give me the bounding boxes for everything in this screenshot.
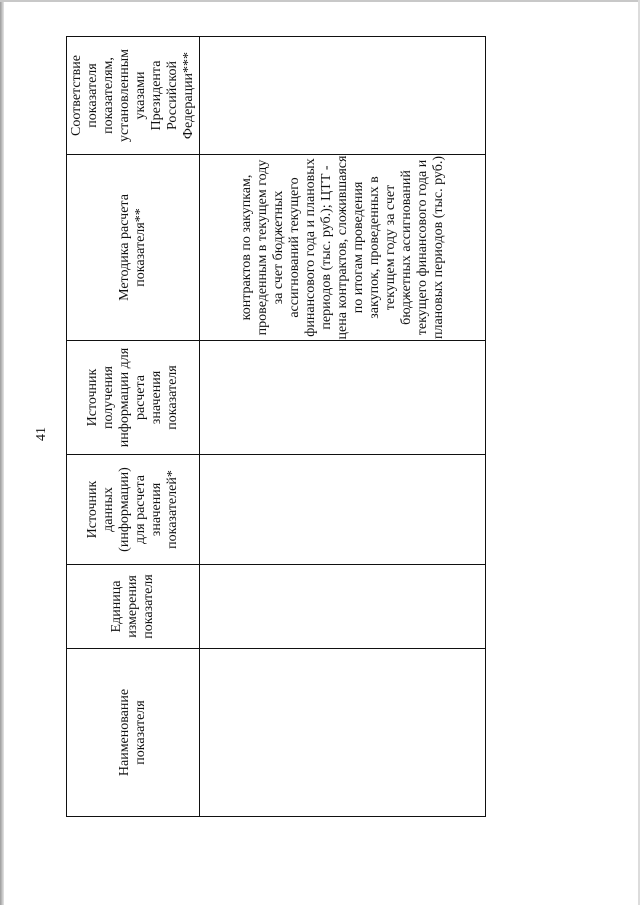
header-indicator-name: Наименование показателя bbox=[67, 649, 200, 817]
header-compliance: Соответствие показателя показателям, установленным указами Президента Российской Федерации*** bbox=[67, 37, 200, 155]
cell-method: контрактов по закупкам, проведенным в текущем году за счет бюджетных ассигнований текущего финансового года и плановых периодов (тыс. руб.); ЦТТ - цена контрактов, сложившаяся по итогам проведения закупок, проведенных в текущем году за счет бюджетных ассигнований текущего финансового года и плановых периодов (тыс. руб.) bbox=[200, 155, 486, 341]
scan-top-edge bbox=[0, 0, 640, 2]
cell-compliance bbox=[200, 37, 486, 155]
header-method: Методика расчета показателя** bbox=[67, 155, 200, 341]
header-info-source: Источник получения информации для расчета значения показателя bbox=[67, 341, 200, 455]
scan-left-edge bbox=[0, 0, 4, 905]
header-unit: Единица измерения показателя bbox=[67, 565, 200, 649]
cell-info-source bbox=[200, 341, 486, 455]
cell-indicator-name bbox=[200, 649, 486, 817]
table-header-row bbox=[67, 37, 200, 817]
cell-data-source bbox=[200, 455, 486, 565]
indicator-table-container bbox=[66, 37, 486, 817]
indicator-table bbox=[66, 36, 486, 817]
cell-unit bbox=[200, 565, 486, 649]
indicator-table-rotated bbox=[66, 37, 486, 817]
table-row bbox=[200, 37, 486, 817]
page-number: 41 bbox=[34, 427, 49, 441]
header-data-source: Источник данных (информации) для расчета значения показателей* bbox=[67, 455, 200, 565]
